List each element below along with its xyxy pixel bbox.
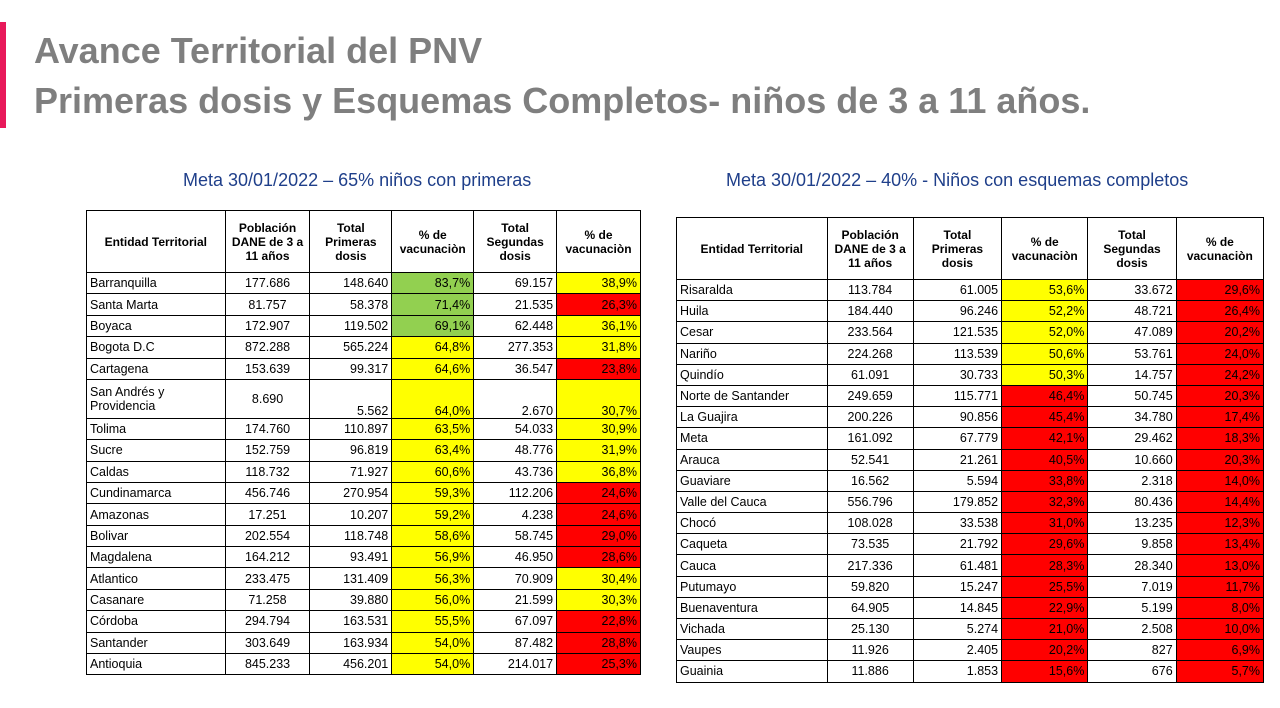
table-row bbox=[677, 534, 1264, 555]
cell-second-doses: 70.909 bbox=[474, 568, 557, 589]
cell-first-doses: 93.491 bbox=[310, 547, 392, 568]
table-row bbox=[87, 547, 641, 568]
header-second-doses: Total Segundas dosis bbox=[474, 211, 557, 273]
cell-second-doses: 14.757 bbox=[1088, 364, 1176, 385]
cell-population: 233.564 bbox=[827, 322, 913, 343]
cell-entity: Vichada bbox=[677, 619, 828, 640]
cell-second-pct: 17,4% bbox=[1176, 407, 1263, 428]
cell-population: 16.562 bbox=[827, 470, 913, 491]
table-row bbox=[677, 640, 1264, 661]
cell-first-pct: 50,3% bbox=[1002, 364, 1088, 385]
table-row bbox=[87, 418, 641, 439]
cell-second-doses: 214.017 bbox=[474, 654, 557, 675]
header-first-doses: Total Primeras dosis bbox=[310, 211, 392, 273]
cell-population: 11.926 bbox=[827, 640, 913, 661]
cell-first-doses: 30.733 bbox=[913, 364, 1001, 385]
table-row bbox=[87, 273, 641, 294]
cell-second-pct: 28,6% bbox=[557, 547, 641, 568]
cell-second-pct: 13,0% bbox=[1176, 555, 1263, 576]
cell-second-doses: 28.340 bbox=[1088, 555, 1176, 576]
table-row bbox=[677, 619, 1264, 640]
table-row bbox=[677, 513, 1264, 534]
cell-entity: Bolivar bbox=[87, 525, 226, 546]
cell-first-doses: 61.005 bbox=[913, 280, 1001, 301]
first-dose-table bbox=[86, 210, 641, 675]
table-row bbox=[87, 294, 641, 315]
cell-first-doses: 67.779 bbox=[913, 428, 1001, 449]
table-row bbox=[677, 576, 1264, 597]
cell-first-pct: 42,1% bbox=[1002, 428, 1088, 449]
cell-first-doses: 99.317 bbox=[310, 358, 392, 379]
cell-first-pct: 31,0% bbox=[1002, 513, 1088, 534]
cell-second-doses: 69.157 bbox=[474, 273, 557, 294]
cell-second-doses: 46.950 bbox=[474, 547, 557, 568]
table-row bbox=[677, 322, 1264, 343]
table-header-row bbox=[677, 218, 1264, 280]
cell-second-pct: 22,8% bbox=[557, 611, 641, 632]
cell-first-doses: 270.954 bbox=[310, 482, 392, 503]
cell-population: 200.226 bbox=[827, 407, 913, 428]
cell-first-doses: 110.897 bbox=[310, 418, 392, 439]
cell-second-pct: 12,3% bbox=[1176, 513, 1263, 534]
cell-second-pct: 30,3% bbox=[557, 589, 641, 610]
cell-second-doses: 33.672 bbox=[1088, 280, 1176, 301]
cell-second-pct: 30,4% bbox=[557, 568, 641, 589]
cell-second-doses: 112.206 bbox=[474, 482, 557, 503]
cell-entity: Cundinamarca bbox=[87, 482, 226, 503]
cell-second-doses: 4.238 bbox=[474, 504, 557, 525]
header-entity: Entidad Territorial bbox=[87, 211, 226, 273]
cell-population: 52.541 bbox=[827, 449, 913, 470]
cell-entity: Boyaca bbox=[87, 315, 226, 336]
header-first-pct: % de vacunaciòn bbox=[1002, 218, 1088, 280]
cell-population: 64.905 bbox=[827, 597, 913, 618]
table-row bbox=[87, 482, 641, 503]
cell-first-pct: 63,4% bbox=[392, 440, 474, 461]
cell-population: 17.251 bbox=[225, 504, 310, 525]
cell-second-doses: 10.660 bbox=[1088, 449, 1176, 470]
cell-second-pct: 28,8% bbox=[557, 632, 641, 653]
cell-first-doses: 121.535 bbox=[913, 322, 1001, 343]
cell-second-pct: 24,2% bbox=[1176, 364, 1263, 385]
header-second-pct: % de vacunaciòn bbox=[1176, 218, 1263, 280]
table-row bbox=[677, 661, 1264, 682]
cell-second-pct: 5,7% bbox=[1176, 661, 1263, 682]
cell-first-doses: 163.934 bbox=[310, 632, 392, 653]
right-table-caption: Meta 30/01/2022 – 40% - Niños con esquemas completos bbox=[726, 170, 1189, 190]
table-row bbox=[87, 525, 641, 546]
cell-first-doses: 14.845 bbox=[913, 597, 1001, 618]
cell-second-pct: 13,4% bbox=[1176, 534, 1263, 555]
header-population: Población DANE de 3 a 11 años bbox=[827, 218, 913, 280]
cell-first-pct: 40,5% bbox=[1002, 449, 1088, 470]
table-row bbox=[87, 654, 641, 675]
cell-second-doses: 9.858 bbox=[1088, 534, 1176, 555]
cell-population: 174.760 bbox=[225, 418, 310, 439]
cell-second-doses: 58.745 bbox=[474, 525, 557, 546]
cell-entity: Atlantico bbox=[87, 568, 226, 589]
table-row bbox=[677, 555, 1264, 576]
cell-first-doses: 2.405 bbox=[913, 640, 1001, 661]
cell-first-pct: 46,4% bbox=[1002, 385, 1088, 406]
table-row bbox=[87, 568, 641, 589]
cell-population: 118.732 bbox=[225, 461, 310, 482]
cell-first-pct: 60,6% bbox=[392, 461, 474, 482]
cell-second-pct: 8,0% bbox=[1176, 597, 1263, 618]
cell-second-pct: 18,3% bbox=[1176, 428, 1263, 449]
cell-first-pct: 56,3% bbox=[392, 568, 474, 589]
cell-second-doses: 43.736 bbox=[474, 461, 557, 482]
cell-second-doses: 7.019 bbox=[1088, 576, 1176, 597]
cell-entity: Cartagena bbox=[87, 358, 226, 379]
cell-entity: Magdalena bbox=[87, 547, 226, 568]
cell-first-pct: 29,6% bbox=[1002, 534, 1088, 555]
cell-first-pct: 32,3% bbox=[1002, 491, 1088, 512]
cell-second-doses: 277.353 bbox=[474, 337, 557, 358]
cell-entity: Nariño bbox=[677, 343, 828, 364]
cell-first-pct: 52,0% bbox=[1002, 322, 1088, 343]
cell-second-doses: 48.721 bbox=[1088, 301, 1176, 322]
cell-population: 152.759 bbox=[225, 440, 310, 461]
table-row bbox=[87, 337, 641, 358]
table-row bbox=[677, 470, 1264, 491]
cell-first-doses: 113.539 bbox=[913, 343, 1001, 364]
cell-first-pct: 52,2% bbox=[1002, 301, 1088, 322]
header-second-pct: % de vacunaciòn bbox=[557, 211, 641, 273]
cell-second-doses: 2.318 bbox=[1088, 470, 1176, 491]
cell-population: 202.554 bbox=[225, 525, 310, 546]
table-row bbox=[677, 491, 1264, 512]
cell-second-doses: 53.761 bbox=[1088, 343, 1176, 364]
cell-second-pct: 30,7% bbox=[557, 379, 641, 418]
cell-first-pct: 63,5% bbox=[392, 418, 474, 439]
cell-entity: Guaviare bbox=[677, 470, 828, 491]
page-title: Avance Territorial del PNV bbox=[34, 30, 483, 71]
cell-second-pct: 24,6% bbox=[557, 504, 641, 525]
cell-second-doses: 21.535 bbox=[474, 294, 557, 315]
cell-first-pct: 83,7% bbox=[392, 273, 474, 294]
cell-entity: Cauca bbox=[677, 555, 828, 576]
cell-population: 108.028 bbox=[827, 513, 913, 534]
cell-entity: Guainia bbox=[677, 661, 828, 682]
table-row bbox=[677, 407, 1264, 428]
cell-population: 61.091 bbox=[827, 364, 913, 385]
cell-first-doses: 148.640 bbox=[310, 273, 392, 294]
cell-first-pct: 53,6% bbox=[1002, 280, 1088, 301]
cell-population: 217.336 bbox=[827, 555, 913, 576]
table-row bbox=[87, 315, 641, 336]
cell-first-doses: 96.246 bbox=[913, 301, 1001, 322]
cell-first-pct: 22,9% bbox=[1002, 597, 1088, 618]
cell-first-pct: 56,9% bbox=[392, 547, 474, 568]
cell-entity: Vaupes bbox=[677, 640, 828, 661]
accent-bar bbox=[0, 22, 6, 128]
cell-entity: Buenaventura bbox=[677, 597, 828, 618]
table-row bbox=[87, 440, 641, 461]
cell-first-pct: 45,4% bbox=[1002, 407, 1088, 428]
table-row bbox=[677, 301, 1264, 322]
cell-second-pct: 36,1% bbox=[557, 315, 641, 336]
cell-first-doses: 90.856 bbox=[913, 407, 1001, 428]
cell-second-pct: 20,3% bbox=[1176, 385, 1263, 406]
cell-first-doses: 456.201 bbox=[310, 654, 392, 675]
cell-population: 153.639 bbox=[225, 358, 310, 379]
cell-first-pct: 59,2% bbox=[392, 504, 474, 525]
cell-second-doses: 827 bbox=[1088, 640, 1176, 661]
cell-second-doses: 62.448 bbox=[474, 315, 557, 336]
cell-first-doses: 10.207 bbox=[310, 504, 392, 525]
cell-first-pct: 21,0% bbox=[1002, 619, 1088, 640]
cell-population: 59.820 bbox=[827, 576, 913, 597]
cell-entity: Santander bbox=[87, 632, 226, 653]
cell-first-doses: 71.927 bbox=[310, 461, 392, 482]
cell-second-pct: 26,4% bbox=[1176, 301, 1263, 322]
cell-population: 177.686 bbox=[225, 273, 310, 294]
cell-second-pct: 30,9% bbox=[557, 418, 641, 439]
table-row bbox=[677, 428, 1264, 449]
page-subtitle: Primeras dosis y Esquemas Completos- niños de 3 a 11 años. bbox=[34, 80, 1091, 121]
cell-entity: La Guajira bbox=[677, 407, 828, 428]
cell-entity: Tolima bbox=[87, 418, 226, 439]
cell-entity: Cesar bbox=[677, 322, 828, 343]
cell-second-pct: 26,3% bbox=[557, 294, 641, 315]
complete-scheme-table-body bbox=[677, 280, 1264, 683]
cell-second-pct: 20,2% bbox=[1176, 322, 1263, 343]
cell-population: 81.757 bbox=[225, 294, 310, 315]
cell-first-pct: 69,1% bbox=[392, 315, 474, 336]
cell-first-doses: 33.538 bbox=[913, 513, 1001, 534]
cell-first-pct: 33,8% bbox=[1002, 470, 1088, 491]
cell-first-doses: 5.594 bbox=[913, 470, 1001, 491]
complete-scheme-table bbox=[676, 217, 1264, 683]
cell-first-doses: 118.748 bbox=[310, 525, 392, 546]
table-row bbox=[677, 449, 1264, 470]
cell-population: 71.258 bbox=[225, 589, 310, 610]
cell-entity: Amazonas bbox=[87, 504, 226, 525]
cell-entity: Caqueta bbox=[677, 534, 828, 555]
cell-population: 249.659 bbox=[827, 385, 913, 406]
cell-population: 233.475 bbox=[225, 568, 310, 589]
cell-first-pct: 20,2% bbox=[1002, 640, 1088, 661]
cell-first-pct: 55,5% bbox=[392, 611, 474, 632]
cell-second-doses: 54.033 bbox=[474, 418, 557, 439]
cell-entity: Putumayo bbox=[677, 576, 828, 597]
cell-first-pct: 58,6% bbox=[392, 525, 474, 546]
cell-second-pct: 25,3% bbox=[557, 654, 641, 675]
cell-second-pct: 10,0% bbox=[1176, 619, 1263, 640]
table-row bbox=[87, 632, 641, 653]
cell-entity: Bogota D.C bbox=[87, 337, 226, 358]
cell-entity: Barranquilla bbox=[87, 273, 226, 294]
cell-entity: Meta bbox=[677, 428, 828, 449]
cell-entity: Risaralda bbox=[677, 280, 828, 301]
cell-first-doses: 565.224 bbox=[310, 337, 392, 358]
cell-second-pct: 11,7% bbox=[1176, 576, 1263, 597]
cell-population: 845.233 bbox=[225, 654, 310, 675]
table-row bbox=[87, 461, 641, 482]
cell-population: 556.796 bbox=[827, 491, 913, 512]
cell-first-doses: 5.274 bbox=[913, 619, 1001, 640]
cell-entity: Sucre bbox=[87, 440, 226, 461]
cell-second-pct: 23,8% bbox=[557, 358, 641, 379]
cell-second-pct: 6,9% bbox=[1176, 640, 1263, 661]
cell-population: 184.440 bbox=[827, 301, 913, 322]
cell-second-doses: 5.199 bbox=[1088, 597, 1176, 618]
cell-entity: Norte de Santander bbox=[677, 385, 828, 406]
cell-population: 456.746 bbox=[225, 482, 310, 503]
header-entity: Entidad Territorial bbox=[677, 218, 828, 280]
table-row bbox=[87, 379, 641, 418]
cell-second-doses: 80.436 bbox=[1088, 491, 1176, 512]
cell-entity: Arauca bbox=[677, 449, 828, 470]
cell-first-pct: 64,8% bbox=[392, 337, 474, 358]
cell-second-doses: 21.599 bbox=[474, 589, 557, 610]
first-dose-table-body bbox=[87, 273, 641, 675]
header-first-pct: % de vacunaciòn bbox=[392, 211, 474, 273]
cell-second-doses: 29.462 bbox=[1088, 428, 1176, 449]
cell-population: 11.886 bbox=[827, 661, 913, 682]
table-row bbox=[87, 504, 641, 525]
header-population: Población DANE de 3 a 11 años bbox=[225, 211, 310, 273]
cell-second-pct: 14,4% bbox=[1176, 491, 1263, 512]
cell-first-doses: 179.852 bbox=[913, 491, 1001, 512]
cell-first-pct: 54,0% bbox=[392, 654, 474, 675]
cell-entity: Caldas bbox=[87, 461, 226, 482]
cell-population: 224.268 bbox=[827, 343, 913, 364]
cell-second-pct: 38,9% bbox=[557, 273, 641, 294]
cell-second-doses: 87.482 bbox=[474, 632, 557, 653]
table-row bbox=[677, 597, 1264, 618]
cell-second-doses: 48.776 bbox=[474, 440, 557, 461]
table-row bbox=[677, 364, 1264, 385]
table-row bbox=[87, 589, 641, 610]
cell-entity: Quindío bbox=[677, 364, 828, 385]
cell-second-pct: 14,0% bbox=[1176, 470, 1263, 491]
cell-first-doses: 131.409 bbox=[310, 568, 392, 589]
cell-second-pct: 24,0% bbox=[1176, 343, 1263, 364]
cell-second-doses: 13.235 bbox=[1088, 513, 1176, 534]
cell-population: 25.130 bbox=[827, 619, 913, 640]
cell-first-doses: 1.853 bbox=[913, 661, 1001, 682]
cell-first-pct: 64,0% bbox=[392, 379, 474, 418]
cell-entity: Chocó bbox=[677, 513, 828, 534]
table-row bbox=[87, 358, 641, 379]
cell-second-pct: 31,8% bbox=[557, 337, 641, 358]
cell-second-doses: 2.670 bbox=[474, 379, 557, 418]
cell-entity: Valle del Cauca bbox=[677, 491, 828, 512]
cell-first-pct: 15,6% bbox=[1002, 661, 1088, 682]
cell-population: 73.535 bbox=[827, 534, 913, 555]
cell-second-doses: 36.547 bbox=[474, 358, 557, 379]
cell-entity: San Andrés y Providencia bbox=[87, 379, 226, 418]
cell-first-pct: 25,5% bbox=[1002, 576, 1088, 597]
cell-second-pct: 36,8% bbox=[557, 461, 641, 482]
cell-second-pct: 24,6% bbox=[557, 482, 641, 503]
cell-entity: Santa Marta bbox=[87, 294, 226, 315]
cell-second-pct: 31,9% bbox=[557, 440, 641, 461]
cell-entity: Huila bbox=[677, 301, 828, 322]
cell-first-pct: 71,4% bbox=[392, 294, 474, 315]
cell-entity: Córdoba bbox=[87, 611, 226, 632]
cell-population: 161.092 bbox=[827, 428, 913, 449]
cell-first-doses: 96.819 bbox=[310, 440, 392, 461]
cell-population: 113.784 bbox=[827, 280, 913, 301]
cell-first-doses: 163.531 bbox=[310, 611, 392, 632]
table-row bbox=[87, 611, 641, 632]
cell-first-doses: 5.562 bbox=[310, 379, 392, 418]
cell-population: 8.690 bbox=[225, 379, 310, 418]
cell-second-pct: 29,0% bbox=[557, 525, 641, 546]
table-row bbox=[677, 280, 1264, 301]
cell-population: 172.907 bbox=[225, 315, 310, 336]
cell-first-pct: 64,6% bbox=[392, 358, 474, 379]
cell-second-pct: 20,3% bbox=[1176, 449, 1263, 470]
cell-entity: Antioquia bbox=[87, 654, 226, 675]
cell-second-pct: 29,6% bbox=[1176, 280, 1263, 301]
cell-population: 164.212 bbox=[225, 547, 310, 568]
cell-second-doses: 676 bbox=[1088, 661, 1176, 682]
cell-entity: Casanare bbox=[87, 589, 226, 610]
cell-second-doses: 47.089 bbox=[1088, 322, 1176, 343]
left-table-caption: Meta 30/01/2022 – 65% niños con primeras bbox=[183, 170, 532, 190]
cell-first-doses: 119.502 bbox=[310, 315, 392, 336]
cell-second-doses: 50.745 bbox=[1088, 385, 1176, 406]
cell-population: 872.288 bbox=[225, 337, 310, 358]
cell-first-doses: 61.481 bbox=[913, 555, 1001, 576]
cell-population: 303.649 bbox=[225, 632, 310, 653]
table-row bbox=[677, 343, 1264, 364]
cell-first-doses: 39.880 bbox=[310, 589, 392, 610]
header-second-doses: Total Segundas dosis bbox=[1088, 218, 1176, 280]
cell-second-doses: 67.097 bbox=[474, 611, 557, 632]
cell-second-doses: 2.508 bbox=[1088, 619, 1176, 640]
header-first-doses: Total Primeras dosis bbox=[913, 218, 1001, 280]
cell-first-pct: 56,0% bbox=[392, 589, 474, 610]
table-header-row bbox=[87, 211, 641, 273]
cell-population: 294.794 bbox=[225, 611, 310, 632]
cell-first-doses: 21.261 bbox=[913, 449, 1001, 470]
cell-first-doses: 21.792 bbox=[913, 534, 1001, 555]
cell-first-pct: 54,0% bbox=[392, 632, 474, 653]
cell-first-doses: 15.247 bbox=[913, 576, 1001, 597]
cell-second-doses: 34.780 bbox=[1088, 407, 1176, 428]
cell-first-pct: 59,3% bbox=[392, 482, 474, 503]
cell-first-pct: 50,6% bbox=[1002, 343, 1088, 364]
cell-first-doses: 115.771 bbox=[913, 385, 1001, 406]
cell-first-pct: 28,3% bbox=[1002, 555, 1088, 576]
table-row bbox=[677, 385, 1264, 406]
cell-first-doses: 58.378 bbox=[310, 294, 392, 315]
